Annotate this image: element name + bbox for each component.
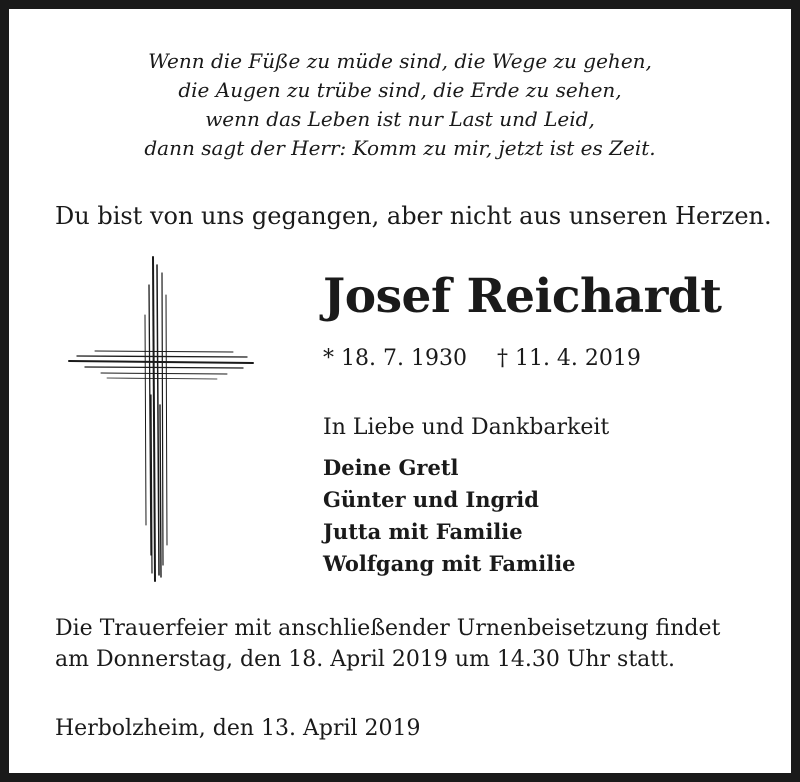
birth-date: * 18. 7. 1930 (323, 346, 467, 371)
subtitle: Du bist von uns gegangen, aber nicht aus unseren Herzen. (55, 202, 772, 230)
notice-line: am Donnerstag, den 18. April 2019 um 14.30 Uhr statt. (55, 647, 675, 672)
cross-icon (67, 255, 257, 583)
poem-line: die Augen zu trübe sind, die Erde zu sehen, (178, 78, 622, 102)
deceased-name: Josef Reichardt (323, 269, 722, 324)
poem-line: Wenn die Füße zu müde sind, die Wege zu gehen, (148, 49, 652, 73)
poem-line: wenn das Leben ist nur Last und Leid, (205, 107, 595, 131)
mourners-list (323, 452, 576, 580)
poem (9, 47, 791, 163)
mourner-name: Wolfgang mit Familie (323, 551, 576, 576)
mourner-name: Deine Gretl (323, 455, 459, 480)
mourner-name: Jutta mit Familie (323, 519, 523, 544)
place-date: Herbolzheim, den 13. April 2019 (55, 716, 421, 741)
life-dates (323, 345, 641, 373)
notice-line: Die Trauerfeier mit anschließender Urnenbeisetzung findet (55, 616, 721, 641)
funeral-notice (55, 613, 720, 675)
death-date: † 11. 4. 2019 (496, 346, 641, 371)
poem-line: dann sagt der Herr: Komm zu mir, jetzt ist es Zeit. (144, 136, 656, 160)
mourner-name: Günter und Ingrid (323, 487, 539, 512)
mourners-intro: In Liebe und Dankbarkeit (323, 415, 610, 440)
